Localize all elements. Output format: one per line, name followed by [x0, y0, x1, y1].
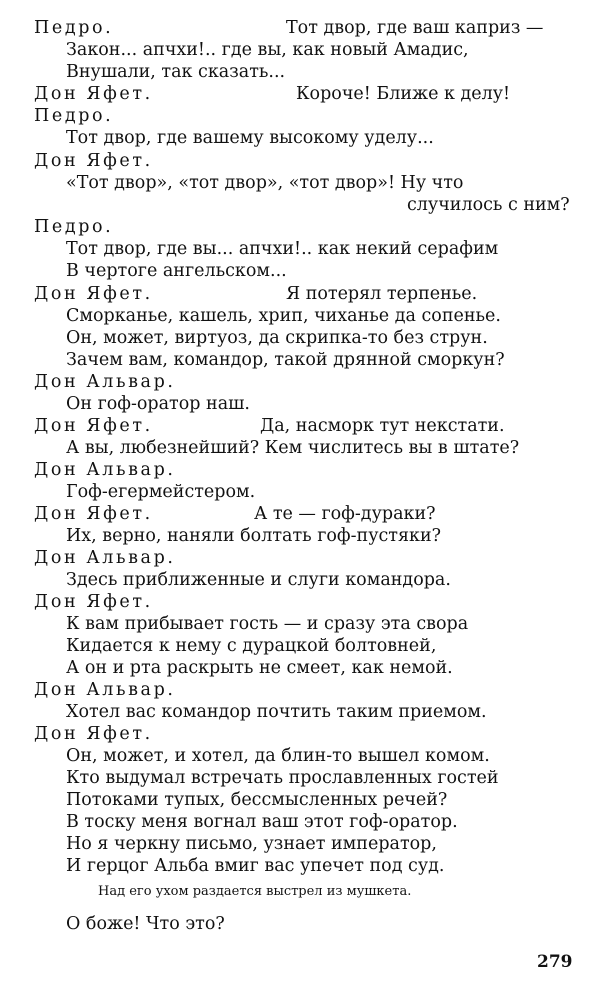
speaker-name: Педро. [34, 217, 114, 237]
speaker-name: Дон Альвар. [34, 680, 176, 700]
verse-line: Внушали, так сказать... [66, 62, 286, 82]
verse-line: А вы, любезнейший? Кем числитесь вы в штате? [66, 438, 520, 458]
verse-line: Закон... апчхи!.. где вы, как новый Амадис, [66, 40, 469, 60]
verse-line: Хотел вас командор почтить таким приемом. [66, 702, 487, 722]
speaker-name: Дон Альвар. [34, 460, 176, 480]
verse-line: К вам прибывает гость — и сразу эта свора [66, 614, 469, 634]
verse-line: А он и рта раскрыть не смеет, как немой. [66, 658, 453, 678]
verse-line: Тот двор, где вашему высокому уделу... [66, 128, 434, 148]
verse-line: А те — гоф-дураки? [254, 504, 436, 524]
verse-line: Потоками тупых, бессмысленных речей? [66, 790, 448, 810]
speaker-name: Дон Альвар. [34, 548, 176, 568]
verse-line: Да, насморк тут некстати. [260, 416, 505, 436]
verse-line: И герцог Альба вмиг вас упечет под суд. [66, 856, 445, 876]
verse-line: Он гоф-оратор наш. [66, 394, 250, 414]
speaker-name: Дон Яфет. [34, 84, 153, 104]
verse-line: Тот двор, где ваш каприз — [286, 18, 544, 38]
verse-line: «Тот двор», «тот двор», «тот двор»! Ну что [66, 173, 464, 193]
verse-line: Но я черкну письмо, узнает император, [66, 834, 437, 854]
speaker-name: Дон Яфет. [34, 284, 153, 304]
verse-line: Тот двор, где вы... апчхи!.. как некий серафим [66, 239, 499, 259]
verse-line: случилось с ним? [407, 195, 570, 215]
speaker-name: Дон Яфет. [34, 416, 153, 436]
verse-line: Кто выдумал встречать прославленных гостей [66, 768, 499, 788]
verse-line: Здесь приближенные и слуги командора. [66, 570, 451, 590]
page-number: 279 [537, 952, 573, 972]
speaker-name: Дон Альвар. [34, 372, 176, 392]
verse-line: В чертоге ангельском... [66, 261, 287, 281]
speaker-name: Дон Яфет. [34, 592, 153, 612]
verse-line: Гоф-егермейстером. [66, 482, 256, 502]
stage-direction: Над его ухом раздается выстрел из мушкета. [98, 884, 412, 899]
speaker-name: Педро. [34, 106, 114, 126]
speaker-name: Дон Яфет. [34, 504, 153, 524]
speaker-name: Педро. [34, 18, 114, 38]
verse-line: Короче! Ближе к делу! [296, 84, 511, 104]
verse-line: Их, верно, наняли болтать гоф-пустяки? [66, 526, 441, 546]
verse-line: Зачем вам, командор, такой дрянной сморкун? [66, 350, 505, 370]
verse-line: Я потерял терпенье. [286, 284, 478, 304]
speaker-name: Дон Яфет. [34, 724, 153, 744]
verse-line: Кидается к нему с дурацкой болтовней, [66, 636, 437, 656]
verse-line: Он, может, и хотел, да блин-то вышел комом. [66, 746, 490, 766]
speaker-name: Дон Яфет. [34, 151, 153, 171]
verse-line: В тоску меня вогнал ваш этот гоф-оратор. [66, 812, 458, 832]
verse-line: О боже! Что это? [66, 914, 225, 934]
verse-line: Сморканье, кашель, хрип, чиханье да сопенье. [66, 306, 501, 326]
verse-line: Он, может, виртуоз, да скрипка-то без струн. [66, 328, 488, 348]
